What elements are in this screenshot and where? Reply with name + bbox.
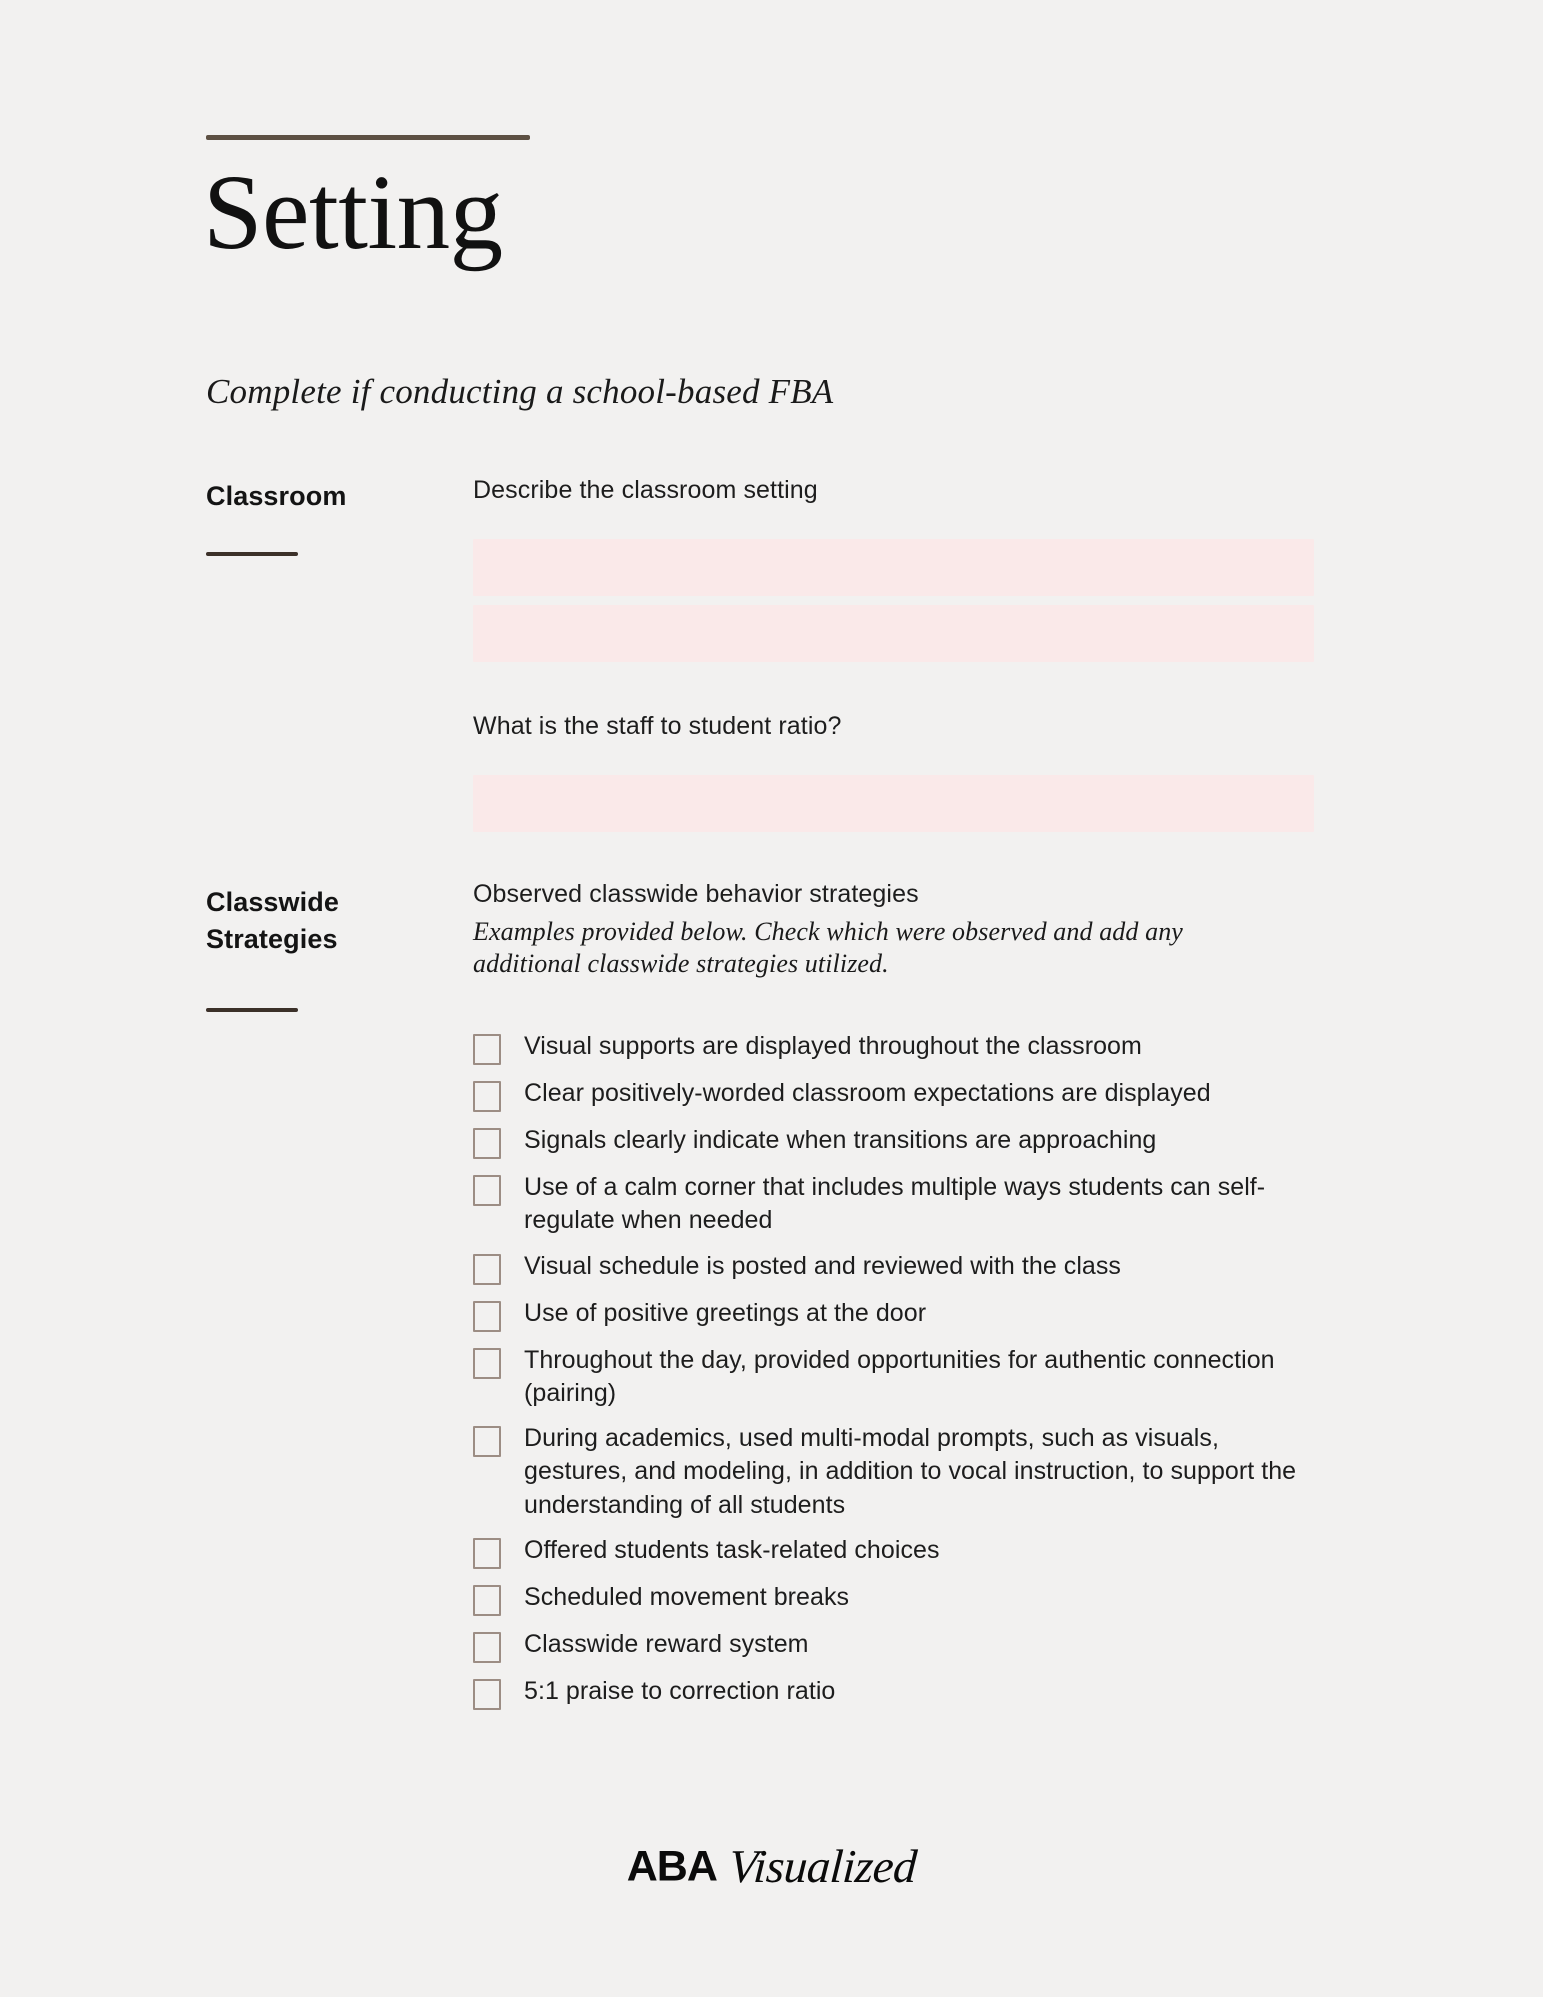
checklist-item-label: Clear positively-worded classroom expectations are displayed — [524, 1079, 1211, 1107]
checklist-row[interactable] — [473, 1534, 1313, 1569]
checklist-row[interactable] — [473, 1628, 1313, 1663]
checklist-row[interactable] — [473, 1077, 1313, 1112]
checkbox-icon[interactable] — [473, 1679, 501, 1710]
checkbox-icon[interactable] — [473, 1175, 501, 1206]
checklist-row[interactable] — [473, 1344, 1313, 1411]
section-rule-classroom — [206, 552, 298, 556]
question-observed-strategies — [473, 880, 1233, 979]
title-accent-rule — [206, 135, 530, 140]
brand-logo-visualized: Visualized — [727, 1841, 919, 1893]
checklist-row[interactable] — [473, 1581, 1313, 1616]
checkbox-icon[interactable] — [473, 1301, 501, 1332]
checkbox-icon[interactable] — [473, 1034, 501, 1065]
staff-student-ratio-input[interactable] — [473, 775, 1314, 832]
checkbox-icon[interactable] — [473, 1254, 501, 1285]
checkbox-icon[interactable] — [473, 1128, 501, 1159]
brand-logo — [0, 1840, 1543, 1894]
checklist-item-label: Classwide reward system — [524, 1629, 809, 1658]
question-describe-classroom: Describe the classroom setting — [473, 476, 818, 504]
checklist-item-label: Use of a calm corner that includes multiple ways students can self-regulate when needed — [524, 1173, 1266, 1235]
checkbox-icon[interactable] — [473, 1585, 501, 1616]
checklist-item-label: Visual supports are displayed throughout the classroom — [524, 1032, 1142, 1060]
observed-strategies-prompt: Observed classwide behavior strategies — [473, 880, 919, 908]
checkbox-icon[interactable] — [473, 1081, 501, 1112]
section-label-line-1: Classwide — [206, 887, 339, 917]
section-label-classwide-strategies — [206, 884, 426, 959]
checklist-item-label: Throughout the day, provided opportunities for authentic connection (pairing) — [524, 1345, 1275, 1407]
section-rule-classwide-strategies — [206, 1008, 298, 1012]
checkbox-icon[interactable] — [473, 1426, 501, 1457]
checklist-item-label: Scheduled movement breaks — [524, 1582, 850, 1611]
classwide-strategies-checklist — [473, 1030, 1313, 1722]
question-staff-student-ratio: What is the staff to student ratio? — [473, 712, 842, 740]
checklist-row[interactable] — [473, 1030, 1313, 1065]
checklist-row[interactable] — [473, 1297, 1313, 1332]
section-label-classroom: Classroom — [206, 481, 347, 511]
page-title: Setting — [203, 154, 503, 272]
checklist-row[interactable] — [473, 1250, 1313, 1285]
observed-strategies-note: Examples provided below. Check which were observed and add any additional classwide strategies utilized. — [473, 917, 1183, 978]
checklist-row[interactable] — [473, 1422, 1313, 1522]
checkbox-icon[interactable] — [473, 1632, 501, 1663]
checklist-item-label: 5:1 praise to correction ratio — [524, 1676, 836, 1705]
checklist-row[interactable] — [473, 1675, 1313, 1710]
checklist-item-label: Signals clearly indicate when transitions are approaching — [524, 1126, 1157, 1154]
checkbox-icon[interactable] — [473, 1348, 501, 1379]
checklist-item-label: Visual schedule is posted and reviewed with the class — [524, 1251, 1121, 1280]
describe-classroom-input-line-2[interactable] — [473, 605, 1314, 662]
checklist-item-label: Offered students task-related choices — [524, 1535, 940, 1564]
checklist-row[interactable] — [473, 1171, 1313, 1238]
checklist-item-label: During academics, used multi-modal prompts, such as visuals, gestures, and modeling, in addition to vocal instruction, to support the understanding of all students — [524, 1424, 1297, 1519]
describe-classroom-input-line-1[interactable] — [473, 539, 1314, 596]
brand-logo-aba: ABA — [626, 1842, 717, 1891]
checkbox-icon[interactable] — [473, 1538, 501, 1569]
checklist-row[interactable] — [473, 1124, 1313, 1159]
checklist-item-label: Use of positive greetings at the door — [524, 1298, 927, 1327]
page-subtitle: Complete if conducting a school-based FBA — [206, 372, 834, 411]
section-label-line-2: Strategies — [206, 924, 338, 955]
